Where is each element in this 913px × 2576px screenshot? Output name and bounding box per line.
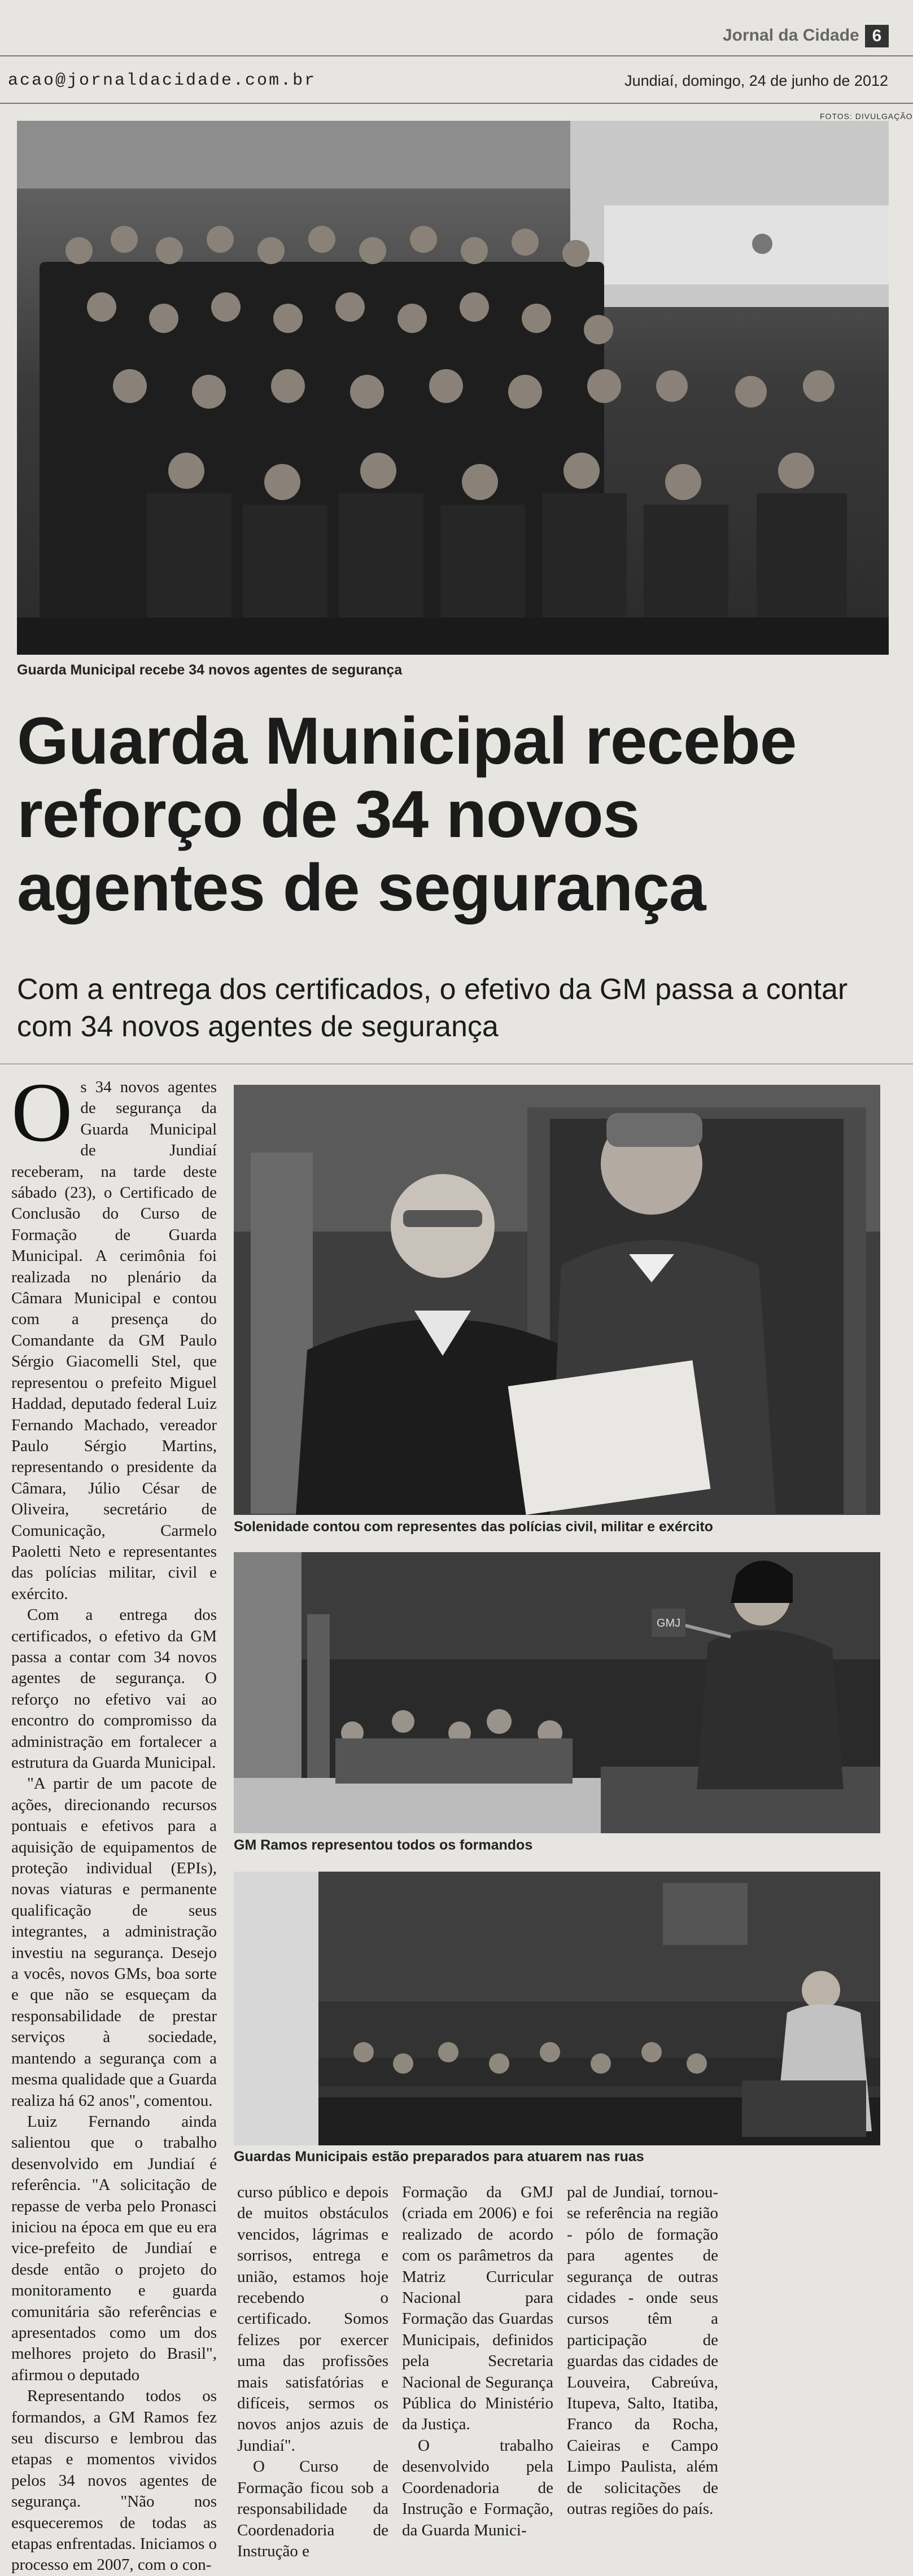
article-column-3 xyxy=(402,2182,553,2541)
article-paragraph-2: Com a entrega dos certificados, o efetivo da GM passa a contar com 34 novos agentes de segurança. O reforço no efetivo vai ao encontro do compromisso da administração em fortalecer a estrutura da Guarda Municipal. xyxy=(11,1606,217,1772)
header-rule-bottom xyxy=(0,103,913,104)
article-paragraph-3: "A partir de um pacote de ações, direcionando recursos pontuais e efetivos para a aquisição de equipamentos de proteção individual (EPIs), novas viaturas e permanente qualificação de seus integrantes, a administração investiu na segurança. Desejo a vocês, novos GMs, boa sorte e que não se esqueçam da responsabilidade de prestar serviços à sociedade, mantendo a segurança com a mesma qualidade que a Guarda realiza há 62 anos", comentou. xyxy=(11,1775,217,2110)
paper-name: Jornal da Cidade xyxy=(723,26,859,45)
article-column-2 xyxy=(237,2182,388,2562)
page-number: 6 xyxy=(865,25,889,47)
contact-email: acao@jornaldacidade.com.br xyxy=(8,71,317,90)
caption-main-photo: Guarda Municipal recebe 34 novos agentes de segurança xyxy=(17,662,403,678)
article-column-4 xyxy=(567,2182,718,2520)
photo-credit: FOTOS: DIVULGAÇÃO xyxy=(820,112,913,121)
article-lead: s 34 novos agentes de segurança da Guarda Municipal de Jundiaí receberam, na tarde deste sábado (23), o Certificado de Conclusão do Curso de Formação de Guarda Municipal. A cerimônia foi realizada no plenário da Câmara Municipal e contou com a presença do Comandante da GM Paulo Sérgio Giacomelli Stel, que representou o prefeito Miguel Haddad, deputado federal Luiz Fernando Machado, vereador Paulo Sérgio Martins, representando o presidente da Câmara, Júlio César de Oliveira, secretário de Comunicação, Carmelo Paoletti Neto e representantes das polícias militar, civil e exército. xyxy=(11,1078,217,1603)
article-column-1 xyxy=(11,1066,217,2576)
caption-photo-3: GM Ramos representou todos os formandos xyxy=(234,1837,533,1853)
photo-plenary-session xyxy=(234,1872,880,2145)
photo-speech-gm-ramos xyxy=(234,1552,880,1833)
column-3-paragraph-2: O trabalho desenvolvido pela Coordenadoria de Instrução e Formação, da Guarda Munici- xyxy=(402,2436,553,2539)
caption-photo-4: Guardas Municipais estão preparados para atuarem nas ruas xyxy=(234,2149,644,2165)
column-2-paragraph-1: curso público e depois de muitos obstáculos vencidos, lágrimas e sorrisos, entrega e união, estamos hoje recebendo o certificado. Somos felizes por exercer uma das profissões mais satisfatórias e difíceis, sermos os novos anjos azuis de Jundiaí". xyxy=(237,2183,388,2455)
article-paragraph-5: Representando todos os formandos, a GM Ramos fez seu discurso e lembrou das etapas e momentos vividos pelos 34 novos agentes de segurança. "Não nos esqueceremos de todas as etapas enfrentadas. Iniciamos o processo em 2007, com o con- xyxy=(11,2387,217,2574)
column-2-paragraph-2: O Curso de Formação ficou sob a responsabilidade da Coordenadoria de Instrução e xyxy=(237,2457,388,2560)
column-3-paragraph-1: Formação da GMJ (criada em 2006) e foi realizado de acordo com os parâmetros da Matriz Curricular Nacional para Formação das Guardas Municipais, definidos pela Secretaria Nacional de Segurança Pública do Ministério da Justiça. xyxy=(402,2183,553,2434)
subhead-rule xyxy=(0,1063,913,1064)
header-rule-top xyxy=(0,55,913,56)
main-photo-graduates xyxy=(17,121,889,655)
mic-sign-text: GMJ xyxy=(656,1617,681,1629)
article-paragraph-4: Luiz Fernando ainda salientou que o trabalho desenvolvido em Jundiaí é referência. "A solicitação de repasse de verba pelo Pronasci iniciou na época em que eu era vice-prefeito de Jundiaí e desde então o projeto do monitoramento e guarda comunitária são referências e apresentados como um dos melhores projeto do Brasil", afirmou o deputado xyxy=(11,2112,217,2384)
subheadline: Com a entrega dos certificados, o efetivo da GM passa a contar com 34 novos agentes de segurança xyxy=(17,973,848,1043)
photo-certificate-handover xyxy=(234,1085,880,1515)
dateline: Jundiaí, domingo, 24 de junho de 2012 xyxy=(624,72,888,89)
caption-photo-2: Solenidade contou com representes das polícias civil, militar e exército xyxy=(234,1519,713,1535)
column-4-paragraph-1: pal de Jundiaí, tornou-se referência na região - pólo de formação para agentes de segurança de outras cidades - onde seus cursos têm a participação de guardas das cidades de Louveira, Cabreúva, Itupeva, Salto, Itatiba, Franco da Rocha, Caieiras e Campo Limpo Paulista, além de solicitações de outras regiões do país. xyxy=(567,2183,718,2518)
headline: Guarda Municipal recebe reforço de 34 novos agentes de segurança xyxy=(17,704,797,925)
dropcap: O xyxy=(11,1066,73,1159)
